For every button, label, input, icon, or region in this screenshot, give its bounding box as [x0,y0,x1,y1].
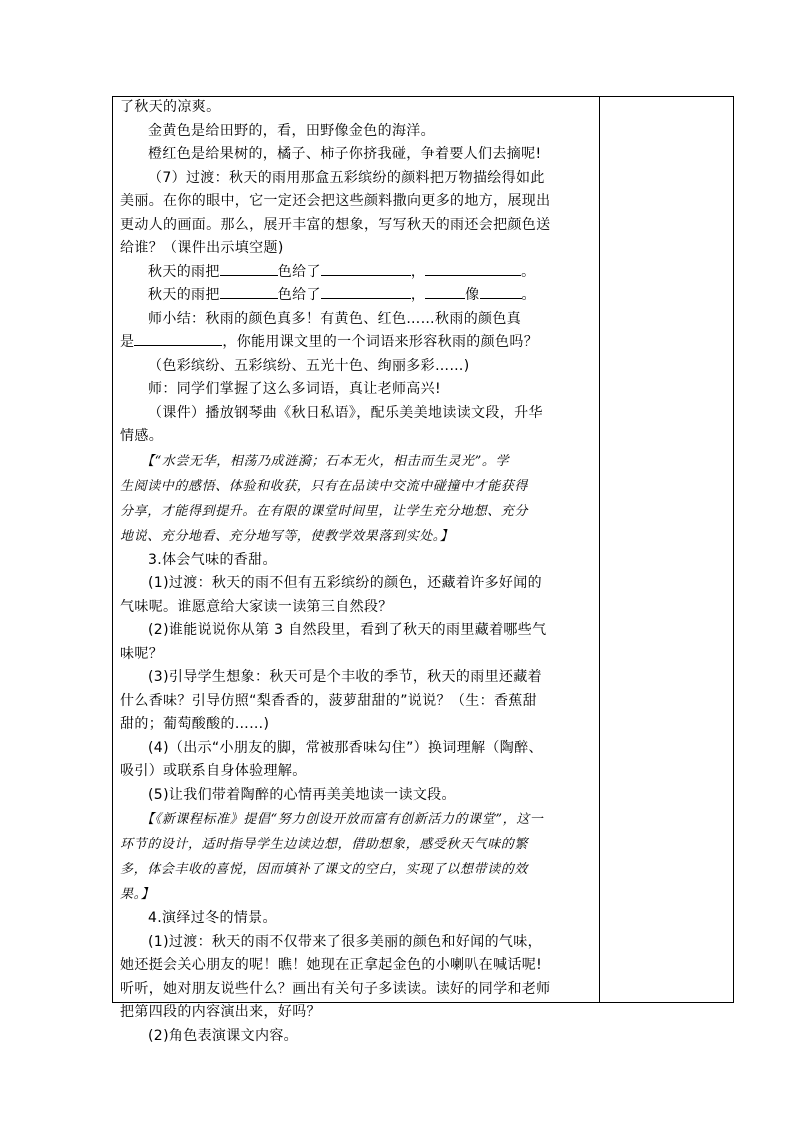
commentary-line: 多，体会丰收的喜悦，因而填补了课文的空白，实现了以想带读的效 [120,862,529,877]
commentary-line: 【《新课程标准》提倡“努力创设开放而富有创新活力的课堂”，这一 [141,812,544,827]
answer-blank [425,285,465,299]
text-line: 给谁？（课件出示填空题) [120,240,284,256]
text-line: (3)引导学生想象：秋天可是个丰收的季节，秋天的雨里还藏着 [148,669,542,685]
text-line: 金黄色是给田野的，看，田野像金色的海洋。 [148,122,435,139]
blank-text: 色给了 [277,287,321,303]
answer-blank [480,285,522,299]
text-line: （色彩缤纷、五彩缤纷、五光十色、绚丽多彩……) [148,357,470,374]
text-line: 她还挺会关心朋友的呢！瞧！她现在正拿起金色的小喇叭在喊话呢! [120,957,543,973]
text-line: （课件）播放钢琴曲《秋日私语》，配乐美美地读读文段，升华 [148,404,543,421]
text-line: (2)角色表演课文内容。 [148,1027,299,1044]
text-line: 美丽。在你的眼中，它一定还会把这些颜料撒向更多的地方，展现出 [120,193,551,209]
text-line: 味呢？ [120,645,164,662]
answer-blank [321,262,411,276]
text-line: (2)谁能说说你从第 3 自然段里，看到了秋天的雨里藏着哪些气 [148,622,547,638]
blank-text: 色给了 [277,263,321,280]
blank-text: 秋天的雨把 [148,287,220,303]
section-heading: 4.演绎过冬的情景。 [148,910,277,926]
section-heading: 3.体会气味的香甜。 [148,551,277,568]
text-line: 什么香味？引导仿照“梨香香的，菠萝甜甜的”说说？（生：香蕉甜 [120,692,538,709]
lesson-content-cell [120,96,593,1048]
text-line: 把第四段的内容演出来，好吗？ [120,1004,321,1020]
text-line: 师小结：秋雨的颜色真多！有黄色、红色……秋雨的颜色真 [148,310,522,327]
text-line: 了秋天的凉爽。 [120,99,221,115]
blank-text: 秋天的雨把 [148,263,220,280]
commentary-line: 分享，才能得到提升。在有限的课堂时间里，让学生充分地想、充分 [120,503,529,519]
text-line: 听听，她对朋友说些什么？画出有关句子多读读。读好的同学和老师 [120,980,551,997]
text-line: （7）过渡：秋天的雨用那盒五彩缤纷的颜料把万物描绘得如此 [148,169,545,186]
text-line: 橙红色是给果树的，橘子、柿子你挤我碰，争着要人们去摘呢! [148,146,542,162]
text-line: 气味呢。谁愿意给大家读一读第三自然段？ [120,598,393,615]
blank-text: ， [410,287,426,303]
text-line: 甜的；葡萄酸酸的……) [120,716,270,732]
commentary-line: 地说、充分地看、充分地写等，使教学效果落到实处。】 [120,528,454,544]
fill-in-blank-line [120,331,593,355]
commentary-line: 环节的设计，适时指导学生边读边想，借助想象，感受秋天气味的繁 [120,837,529,852]
commentary-line: 生阅读中的感悟、体验和收获，只有在品读中交流中碰撞中才能获得 [120,478,529,494]
commentary-line: 【“水尝无华，相荡乃成涟漪；石本无火，相击而生灵光”。学 [141,453,510,469]
answer-blank [220,262,278,276]
answer-blank [321,285,411,299]
blank-text: 是 [120,334,135,350]
text-line: 情感。 [120,428,164,444]
blank-text: 像 [465,287,480,303]
fill-in-blank-line [120,284,593,308]
answer-blank [220,285,278,299]
text-line: 吸引）或联系自身体验理解。 [120,763,307,779]
text-line: (1)过渡：秋天的雨不但有五彩缤纷的颜色，还藏着许多好闻的 [148,575,542,591]
blank-text: ， [410,263,426,280]
text-line: (5)让我们带着陶醉的心情再美美地读一读文段。 [148,786,456,803]
text-line: 师：同学们掌握了这么多词语，真让老师高兴! [148,381,441,397]
blank-text: 。 [521,263,536,280]
fill-in-blank-line [120,261,593,285]
table-column-divider [599,96,600,1003]
blank-text: 。 [521,287,536,303]
commentary-line: 果。】 [120,887,155,902]
text-line: 更动人的画面。那么，展开丰富的想象，写写秋天的雨还会把颜色送 [120,216,551,233]
text-line: (1)过渡：秋天的雨不仅带来了很多美丽的颜色和好闻的气味， [148,933,542,950]
text-line: (4)（出示“小朋友的脚，常被那香味勾住”）换词理解（陶醉、 [148,739,543,756]
answer-blank [425,262,521,276]
blank-text: ，你能用课文里的一个词语来形容秋雨的颜色吗？ [222,334,539,350]
answer-blank [134,332,222,346]
